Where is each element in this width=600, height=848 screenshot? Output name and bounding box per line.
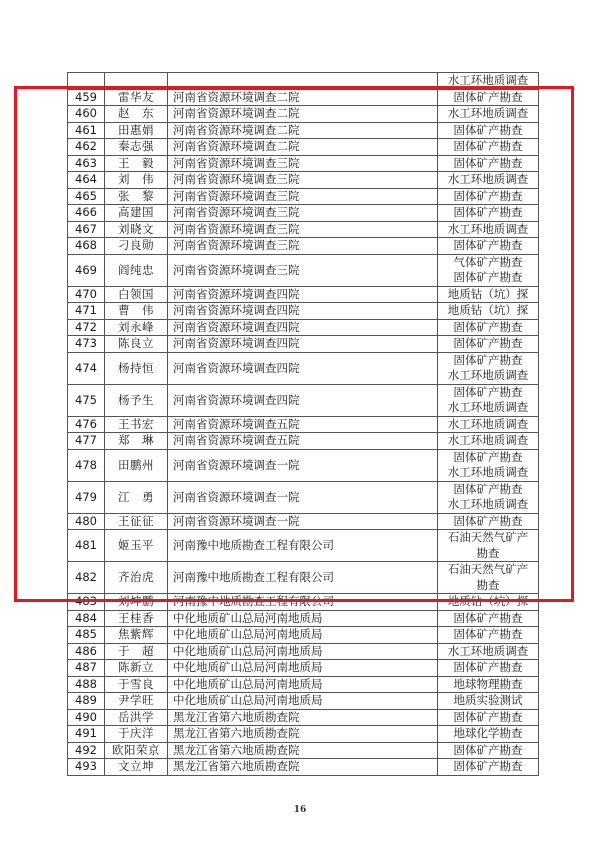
specialty — [438, 759, 539, 776]
specialty — [438, 352, 539, 384]
organization: 河南省资源环境调查一院 — [168, 449, 438, 481]
specialty-line: 水工环地质调查 — [447, 400, 529, 414]
table-row — [68, 122, 539, 139]
organization: 中化地质矿山总局河南地质局 — [168, 643, 438, 660]
organization: 河南省资源环境调查三院 — [168, 188, 438, 205]
row-number: 486 — [68, 643, 105, 660]
specialty-line: 固体矿产勘查 — [453, 352, 523, 367]
specialty — [438, 238, 539, 255]
table-row — [68, 303, 539, 320]
table-body — [68, 73, 539, 776]
organization: 中化地质矿山总局河南地质局 — [168, 627, 438, 644]
specialty — [438, 416, 539, 433]
row-number: 462 — [68, 139, 105, 156]
row-number: 473 — [68, 336, 105, 353]
specialty-line: 勘查 — [476, 545, 500, 560]
row-number: 490 — [68, 709, 105, 726]
person-name: 王书宏 — [105, 416, 168, 433]
row-number: 464 — [68, 172, 105, 189]
specialty-line: 固体矿产勘查 — [453, 238, 523, 252]
row-number: 471 — [68, 303, 105, 320]
specialty — [438, 254, 539, 286]
specialty-line: 水工环地质调查 — [447, 416, 529, 431]
table-row — [68, 106, 539, 123]
table-row — [68, 709, 539, 726]
specialty — [438, 205, 539, 222]
specialty — [438, 89, 539, 106]
person-name: 于雪良 — [105, 676, 168, 693]
specialty-line: 固体矿产勘查 — [453, 627, 523, 641]
specialty-line: 地质钻（坑）探 — [447, 594, 529, 608]
person-name: 赵 东 — [105, 106, 168, 123]
person-name: 郑 琳 — [105, 433, 168, 450]
specialty — [438, 384, 539, 416]
specialty-line: 固体矿产勘查 — [453, 319, 523, 334]
specialty-line: 固体矿产勘查 — [453, 122, 523, 137]
row-number: 459 — [68, 89, 105, 106]
row-number: 479 — [68, 481, 105, 513]
organization: 黑龙江省第六地质勘查院 — [168, 726, 438, 743]
person-name: 江 勇 — [105, 481, 168, 513]
specialty-line: 地球物理勘查 — [453, 676, 523, 691]
specialty-line: 石油天然气矿产 — [447, 530, 529, 544]
specialty-line: 水工环地质调查 — [447, 368, 529, 382]
specialty — [438, 139, 539, 156]
table-row — [68, 594, 539, 611]
organization: 河南省资源环境调查四院 — [168, 336, 438, 353]
table-row — [68, 188, 539, 205]
specialty-line: 固体矿产勘查 — [453, 513, 523, 528]
person-name: 雷华友 — [105, 89, 168, 106]
table-row — [68, 693, 539, 710]
organization: 黑龙江省第六地质勘查院 — [168, 742, 438, 759]
row-number — [68, 73, 105, 90]
table-row — [68, 352, 539, 384]
person-name: 陈良立 — [105, 336, 168, 353]
specialty-line: 地质钻（坑）探 — [447, 286, 529, 301]
row-number: 467 — [68, 221, 105, 238]
person-name: 杨予生 — [105, 384, 168, 416]
specialty-line: 水工环地质调查 — [447, 172, 529, 186]
organization: 河南省资源环境调查三院 — [168, 221, 438, 238]
person-name: 陈新立 — [105, 660, 168, 677]
table-row — [68, 205, 539, 222]
person-name: 刁良勋 — [105, 238, 168, 255]
specialty-line: 气体矿产勘查 — [453, 254, 523, 269]
organization: 河南省资源环境调查四院 — [168, 384, 438, 416]
specialty — [438, 513, 539, 530]
table-row — [68, 139, 539, 156]
person-name: 于庆洋 — [105, 726, 168, 743]
person-name: 秦志强 — [105, 139, 168, 156]
table-row — [68, 726, 539, 743]
organization: 河南豫中地质勘查工程有限公司 — [168, 562, 438, 594]
organization: 中化地质矿山总局河南地质局 — [168, 610, 438, 627]
person-name: 曹 伟 — [105, 303, 168, 320]
personnel-table — [67, 72, 539, 776]
specialty — [438, 122, 539, 139]
row-number: 493 — [68, 759, 105, 776]
specialty-line: 固体矿产勘查 — [453, 205, 523, 219]
organization: 河南省资源环境调查三院 — [168, 205, 438, 222]
person-name: 欧阳荣京 — [105, 742, 168, 759]
organization: 中化地质矿山总局河南地质局 — [168, 693, 438, 710]
specialty — [438, 188, 539, 205]
table-row — [68, 449, 539, 481]
person-name: 刘 伟 — [105, 172, 168, 189]
organization: 河南省资源环境调查四院 — [168, 319, 438, 336]
specialty-line: 固体矿产勘查 — [453, 270, 523, 284]
specialty-line: 固体矿产勘查 — [453, 610, 523, 625]
organization: 河南豫中地质勘查工程有限公司 — [168, 594, 438, 611]
organization: 中化地质矿山总局河南地质局 — [168, 676, 438, 693]
specialty-line: 固体矿产勘查 — [453, 709, 523, 724]
page-number: 16 — [293, 805, 307, 815]
organization: 河南省资源环境调查三院 — [168, 238, 438, 255]
table-row — [68, 254, 539, 286]
person-name: 刘坤鹏 — [105, 594, 168, 611]
person-name: 王征征 — [105, 513, 168, 530]
person-name: 田鹏州 — [105, 449, 168, 481]
person-name: 杨持恒 — [105, 352, 168, 384]
table-row — [68, 627, 539, 644]
person-name: 于 超 — [105, 643, 168, 660]
specialty-line: 水工环地质调查 — [447, 497, 529, 511]
person-name: 尹学旺 — [105, 693, 168, 710]
specialty-line: 固体矿产勘查 — [453, 481, 523, 496]
organization: 黑龙江省第六地质勘查院 — [168, 759, 438, 776]
organization: 河南省资源环境调查三院 — [168, 254, 438, 286]
row-number: 489 — [68, 693, 105, 710]
row-number: 472 — [68, 319, 105, 336]
specialty — [438, 709, 539, 726]
table-row — [68, 513, 539, 530]
specialty-line: 固体矿产勘查 — [453, 155, 523, 170]
table-row — [68, 286, 539, 303]
specialty — [438, 726, 539, 743]
table-row — [68, 643, 539, 660]
table-row — [68, 384, 539, 416]
organization: 河南省资源环境调查三院 — [168, 155, 438, 172]
specialty — [438, 155, 539, 172]
specialty — [438, 286, 539, 303]
person-name: 白领国 — [105, 286, 168, 303]
row-number: 477 — [68, 433, 105, 450]
person-name: 阎纯忠 — [105, 254, 168, 286]
person-name: 姬玉平 — [105, 530, 168, 562]
organization: 河南省资源环境调查一院 — [168, 481, 438, 513]
specialty-line: 石油天然气矿产 — [447, 562, 529, 576]
person-name: 齐治虎 — [105, 562, 168, 594]
organization — [168, 73, 438, 90]
table-row — [68, 660, 539, 677]
specialty — [438, 106, 539, 123]
row-number: 469 — [68, 254, 105, 286]
specialty-line: 固体矿产勘查 — [453, 660, 523, 674]
row-number: 491 — [68, 726, 105, 743]
row-number: 485 — [68, 627, 105, 644]
person-name: 文立坤 — [105, 759, 168, 776]
specialty-line: 地球化学勘查 — [453, 726, 523, 740]
person-name: 张 黎 — [105, 188, 168, 205]
row-number: 483 — [68, 594, 105, 611]
table-row — [68, 562, 539, 594]
table-row — [68, 238, 539, 255]
row-number: 468 — [68, 238, 105, 255]
row-number: 487 — [68, 660, 105, 677]
specialty-line: 固体矿产勘查 — [453, 759, 523, 773]
specialty — [438, 221, 539, 238]
organization: 河南省资源环境调查二院 — [168, 139, 438, 156]
specialty-line: 水工环地质调查 — [447, 465, 529, 479]
specialty — [438, 562, 539, 594]
person-name: 高建国 — [105, 205, 168, 222]
table-row — [68, 530, 539, 562]
specialty-line: 水工环地质调查 — [447, 73, 529, 87]
row-number: 475 — [68, 384, 105, 416]
table-row — [68, 221, 539, 238]
organization: 黑龙江省第六地质勘查院 — [168, 709, 438, 726]
organization: 河南省资源环境调查五院 — [168, 416, 438, 433]
table-row — [68, 676, 539, 693]
specialty — [438, 693, 539, 710]
specialty-line: 地质钻（坑）探 — [447, 303, 529, 317]
specialty — [438, 530, 539, 562]
row-number: 463 — [68, 155, 105, 172]
row-number: 465 — [68, 188, 105, 205]
table-row — [68, 416, 539, 433]
organization: 河南省资源环境调查二院 — [168, 89, 438, 106]
table-row — [68, 89, 539, 106]
row-number: 470 — [68, 286, 105, 303]
row-number: 480 — [68, 513, 105, 530]
specialty — [438, 676, 539, 693]
table-row — [68, 610, 539, 627]
specialty — [438, 643, 539, 660]
organization: 河南省资源环境调查一院 — [168, 513, 438, 530]
person-name: 王桂香 — [105, 610, 168, 627]
row-number: 488 — [68, 676, 105, 693]
table-row-partial — [68, 73, 539, 90]
row-number: 474 — [68, 352, 105, 384]
table-row — [68, 481, 539, 513]
specialty-line: 勘查 — [476, 577, 500, 592]
table-row — [68, 319, 539, 336]
table-row — [68, 336, 539, 353]
specialty-line: 固体矿产勘查 — [453, 336, 523, 350]
person-name: 田惠娟 — [105, 122, 168, 139]
specialty — [438, 660, 539, 677]
specialty — [438, 594, 539, 611]
specialty-line: 固体矿产勘查 — [453, 449, 523, 464]
specialty — [438, 627, 539, 644]
specialty — [438, 433, 539, 450]
row-number: 466 — [68, 205, 105, 222]
specialty-line: 水工环地质调查 — [447, 433, 529, 447]
specialty — [438, 610, 539, 627]
specialty-line: 水工环地质调查 — [447, 221, 529, 236]
row-number: 484 — [68, 610, 105, 627]
specialty-line: 水工环地质调查 — [447, 643, 529, 658]
organization: 河南省资源环境调查三院 — [168, 172, 438, 189]
specialty — [438, 742, 539, 759]
specialty-line: 固体矿产勘查 — [453, 384, 523, 399]
person-name: 刘晓文 — [105, 221, 168, 238]
person-name: 刘永峰 — [105, 319, 168, 336]
specialty-line: 固体矿产勘查 — [453, 139, 523, 153]
row-number: 476 — [68, 416, 105, 433]
specialty — [438, 449, 539, 481]
specialty-line: 固体矿产勘查 — [453, 89, 523, 104]
table-row — [68, 759, 539, 776]
specialty — [438, 319, 539, 336]
specialty — [438, 303, 539, 320]
row-number: 461 — [68, 122, 105, 139]
specialty-line: 固体矿产勘查 — [453, 742, 523, 757]
person-name: 岳洪学 — [105, 709, 168, 726]
organization: 中化地质矿山总局河南地质局 — [168, 660, 438, 677]
row-number: 460 — [68, 106, 105, 123]
organization: 河南省资源环境调查四院 — [168, 352, 438, 384]
specialty-line: 地质实验测试 — [453, 693, 523, 707]
specialty — [438, 73, 539, 90]
organization: 河南省资源环境调查二院 — [168, 122, 438, 139]
organization: 河南省资源环境调查五院 — [168, 433, 438, 450]
specialty-line: 水工环地质调查 — [447, 106, 529, 120]
person-name: 王 毅 — [105, 155, 168, 172]
table-row — [68, 433, 539, 450]
organization: 河南省资源环境调查四院 — [168, 286, 438, 303]
table-row — [68, 155, 539, 172]
person-name — [105, 73, 168, 90]
organization: 河南省资源环境调查二院 — [168, 106, 438, 123]
organization: 河南省资源环境调查四院 — [168, 303, 438, 320]
specialty — [438, 481, 539, 513]
specialty-line: 固体矿产勘查 — [453, 188, 523, 203]
row-number: 481 — [68, 530, 105, 562]
organization: 河南豫中地质勘查工程有限公司 — [168, 530, 438, 562]
specialty — [438, 172, 539, 189]
row-number: 482 — [68, 562, 105, 594]
person-name: 焦紫辉 — [105, 627, 168, 644]
table-row — [68, 172, 539, 189]
specialty — [438, 336, 539, 353]
table-row — [68, 742, 539, 759]
row-number: 478 — [68, 449, 105, 481]
row-number: 492 — [68, 742, 105, 759]
